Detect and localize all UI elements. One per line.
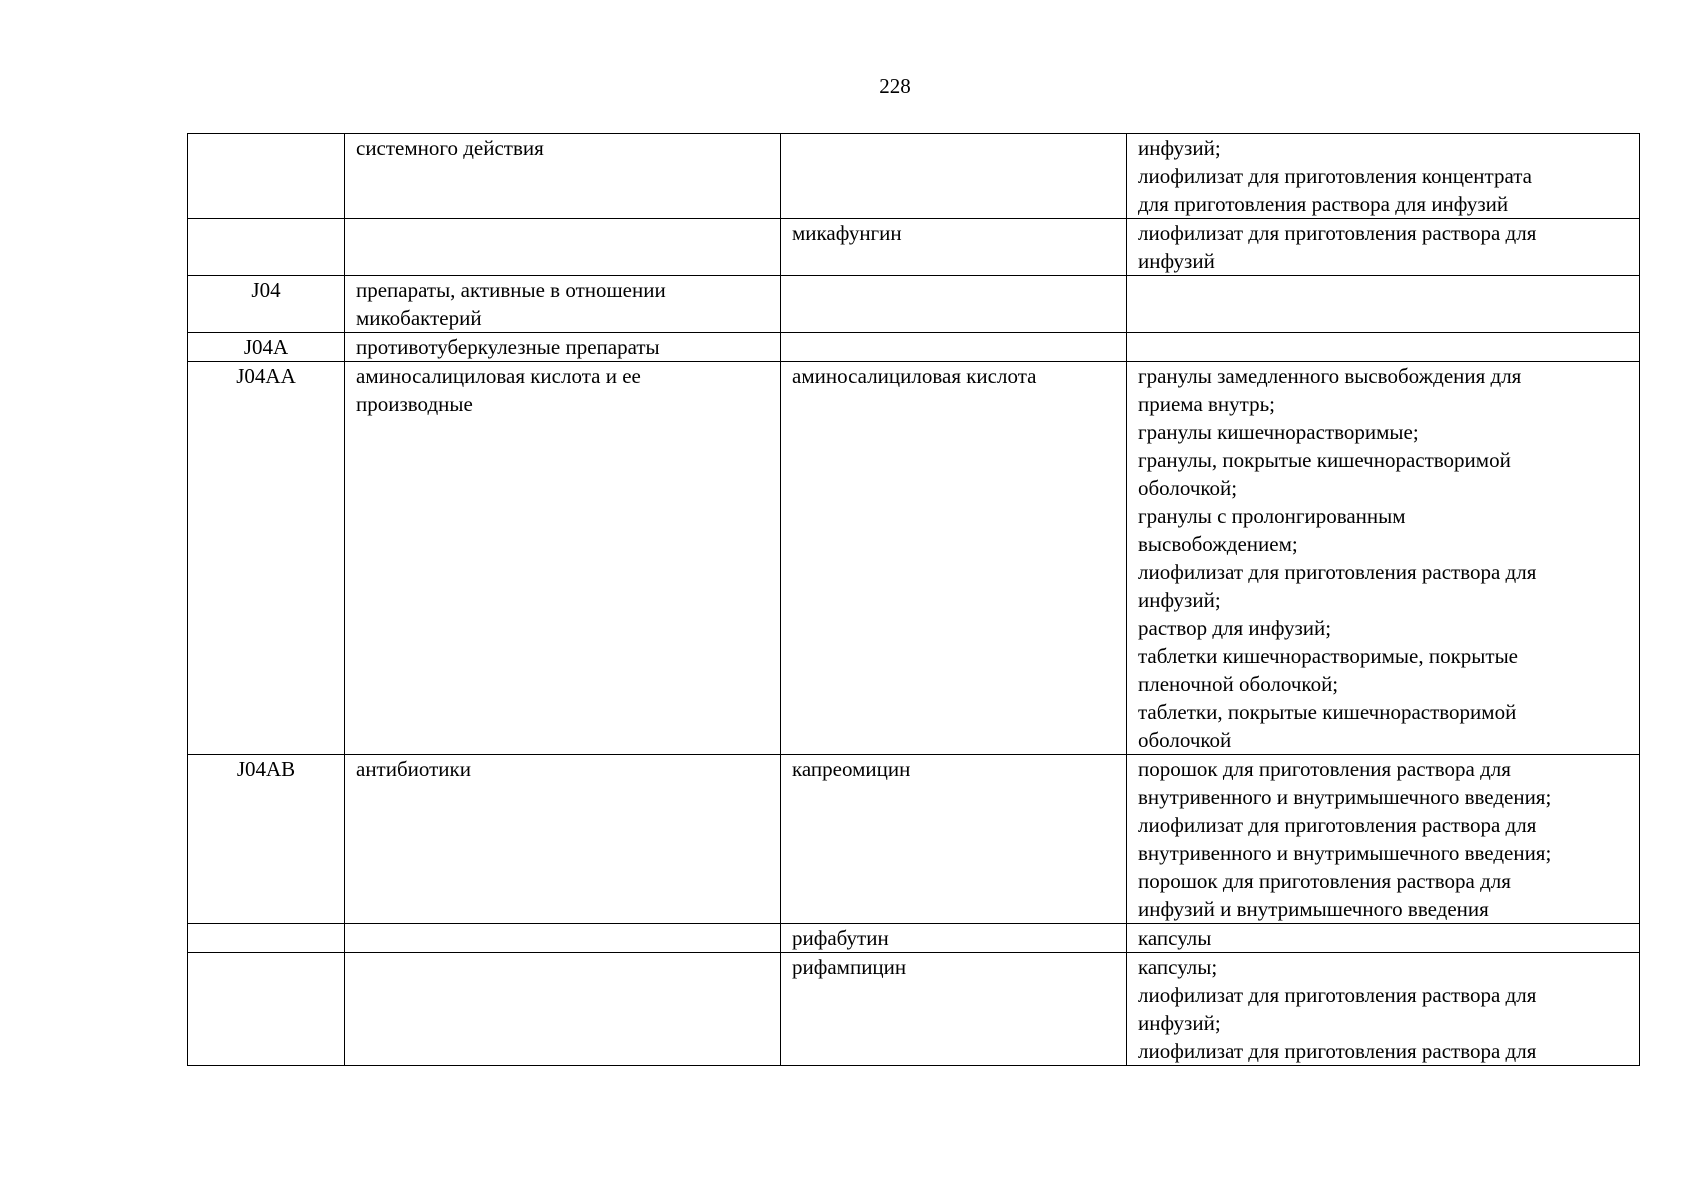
medication-table [187, 133, 1640, 1066]
atc-code: J04AB [236, 757, 296, 781]
dosage-forms-line: лиофилизат для приготовления концентрата [1138, 164, 1533, 188]
dosage-forms-line: гранулы с пролонгированным [1138, 504, 1406, 528]
atc-code-cell [188, 276, 345, 333]
drug-name-cell [781, 134, 1127, 219]
group-name-line: противотуберкулезные препараты [356, 335, 660, 359]
dosage-forms-cell [1127, 755, 1640, 924]
dosage-forms-line: внутривенного и внутримышечного введения; [1138, 841, 1552, 865]
dosage-forms-cell [1127, 924, 1640, 953]
table-row [188, 333, 1640, 362]
dosage-forms-line: капсулы; [1138, 955, 1218, 979]
group-name-cell [345, 924, 781, 953]
group-name-cell [345, 755, 781, 924]
dosage-forms-line: гранулы, покрытые кишечнорастворимой [1138, 448, 1511, 472]
dosage-forms-line: капсулы [1138, 926, 1212, 950]
atc-code: J04AA [236, 364, 296, 388]
table-row [188, 953, 1640, 1066]
drug-name-cell [781, 362, 1127, 755]
dosage-forms-line: инфузий и внутримышечного введения [1138, 897, 1489, 921]
atc-code: J04 [251, 278, 281, 302]
dosage-forms-line: инфузий [1138, 249, 1215, 273]
table-row [188, 924, 1640, 953]
group-name-line: производные [356, 392, 473, 416]
dosage-forms-line: высвобождением; [1138, 532, 1298, 556]
atc-code-cell [188, 924, 345, 953]
group-name-line: микобактерий [356, 306, 482, 330]
dosage-forms-line: гранулы кишечнорастворимые; [1138, 420, 1419, 444]
group-name-cell [345, 134, 781, 219]
drug-name-line: рифампицин [792, 955, 907, 979]
dosage-forms-line: таблетки, покрытые кишечнорастворимой [1138, 700, 1517, 724]
dosage-forms-line: инфузий; [1138, 1011, 1221, 1035]
drug-name-cell [781, 219, 1127, 276]
group-name-line: системного действия [356, 136, 544, 160]
dosage-forms-line: оболочкой; [1138, 476, 1238, 500]
dosage-forms-line: пленочной оболочкой; [1138, 672, 1339, 696]
group-name-cell [345, 276, 781, 333]
group-name-cell [345, 362, 781, 755]
group-name-cell [345, 333, 781, 362]
group-name-cell [345, 953, 781, 1066]
atc-code: J04A [243, 335, 289, 359]
drug-name-line: рифабутин [792, 926, 889, 950]
atc-code-cell [188, 333, 345, 362]
atc-code-cell [188, 219, 345, 276]
dosage-forms-line: приема внутрь; [1138, 392, 1276, 416]
dosage-forms-line: лиофилизат для приготовления раствора для [1138, 813, 1537, 837]
group-name-line: аминосалициловая кислота и ее [356, 364, 641, 388]
dosage-forms-cell [1127, 276, 1640, 333]
group-name-cell [345, 219, 781, 276]
dosage-forms-cell [1127, 219, 1640, 276]
dosage-forms-line: лиофилизат для приготовления раствора для [1138, 983, 1537, 1007]
page-number: 228 [879, 74, 911, 98]
dosage-forms-line: инфузий; [1138, 588, 1221, 612]
atc-code-cell [188, 953, 345, 1066]
dosage-forms-line: гранулы замедленного высвобождения для [1138, 364, 1522, 388]
drug-name-cell [781, 333, 1127, 362]
dosage-forms-cell [1127, 953, 1640, 1066]
table-row [188, 276, 1640, 333]
dosage-forms-line: внутривенного и внутримышечного введения; [1138, 785, 1552, 809]
drug-name-line: аминосалициловая кислота [792, 364, 1037, 388]
dosage-forms-line: таблетки кишечнорастворимые, покрытые [1138, 644, 1518, 668]
dosage-forms-line: порошок для приготовления раствора для [1138, 869, 1511, 893]
dosage-forms-line: раствор для инфузий; [1138, 616, 1332, 640]
dosage-forms-cell [1127, 134, 1640, 219]
dosage-forms-cell [1127, 362, 1640, 755]
dosage-forms-line: инфузий; [1138, 136, 1221, 160]
drug-name-cell [781, 755, 1127, 924]
dosage-forms-line: лиофилизат для приготовления раствора для [1138, 221, 1537, 245]
atc-code-cell [188, 755, 345, 924]
drug-name-line: микафунгин [792, 221, 902, 245]
table-row [188, 362, 1640, 755]
dosage-forms-line: лиофилизат для приготовления раствора для [1138, 560, 1537, 584]
medication-table-body [188, 134, 1640, 1066]
group-name-line: антибиотики [356, 757, 471, 781]
table-row [188, 755, 1640, 924]
atc-code-cell [188, 362, 345, 755]
atc-code-cell [188, 134, 345, 219]
dosage-forms-line: лиофилизат для приготовления раствора для [1138, 1039, 1537, 1063]
drug-name-cell [781, 276, 1127, 333]
group-name-line: препараты, активные в отношении [356, 278, 666, 302]
dosage-forms-line: оболочкой [1138, 728, 1232, 752]
drug-name-cell [781, 924, 1127, 953]
table-row [188, 219, 1640, 276]
dosage-forms-line: порошок для приготовления раствора для [1138, 757, 1511, 781]
drug-name-cell [781, 953, 1127, 1066]
dosage-forms-cell [1127, 333, 1640, 362]
dosage-forms-line: для приготовления раствора для инфузий [1138, 192, 1509, 216]
drug-name-line: капреомицин [792, 757, 911, 781]
table-row [188, 134, 1640, 219]
